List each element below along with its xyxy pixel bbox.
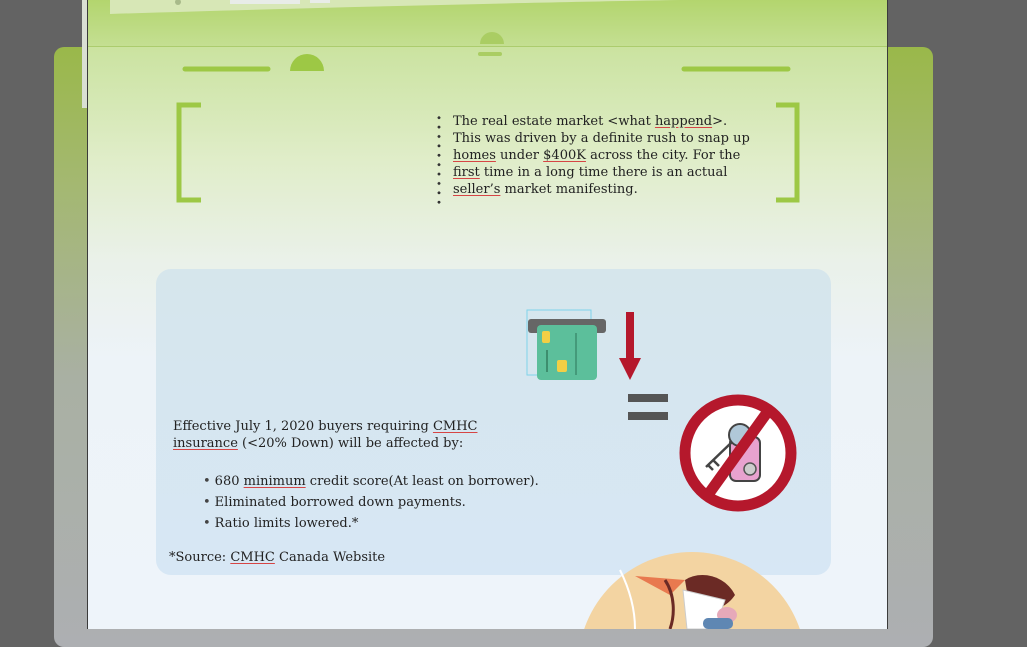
lamp-icon: [480, 32, 504, 44]
hill-shape: [110, 0, 680, 14]
market-quote: [453, 113, 783, 198]
rules-icons: [520, 305, 820, 520]
house-silhouette: [230, 0, 300, 4]
list-item: • Eliminated borrowed down payments.: [203, 492, 539, 513]
lamp-icon: [290, 54, 324, 71]
quote-line: first time in a long time there is an actual: [453, 165, 728, 180]
rules-intro: Effective July 1, 2020 buyers requiring CMHC insurance (<20% Down) will be affected by:: [173, 419, 478, 451]
person-illustration: [575, 550, 810, 629]
quote-line: The real estate market <what happend>.: [453, 114, 728, 129]
dotted-divider: [437, 113, 441, 205]
down-arrow-icon: [619, 312, 641, 380]
house-silhouette: [310, 0, 330, 3]
quote-line: seller’s market manifesting.: [453, 182, 638, 197]
quote-line: homes under $400K across the city. For the: [453, 148, 741, 163]
list-item: • 680 minimum credit score(At least on borrower).: [203, 471, 539, 492]
no-house-key-icon: [685, 400, 791, 506]
card-withdraw-icon: [527, 310, 606, 380]
bracket-icon: [179, 105, 201, 200]
equals-icon: [628, 394, 668, 420]
list-item: • Ratio limits lowered.*: [203, 513, 539, 534]
rules-list: [203, 471, 539, 534]
quote-line: This was driven by a definite rush to snap up: [453, 131, 750, 146]
source-note: *Source: CMHC Canada Website: [169, 550, 386, 565]
